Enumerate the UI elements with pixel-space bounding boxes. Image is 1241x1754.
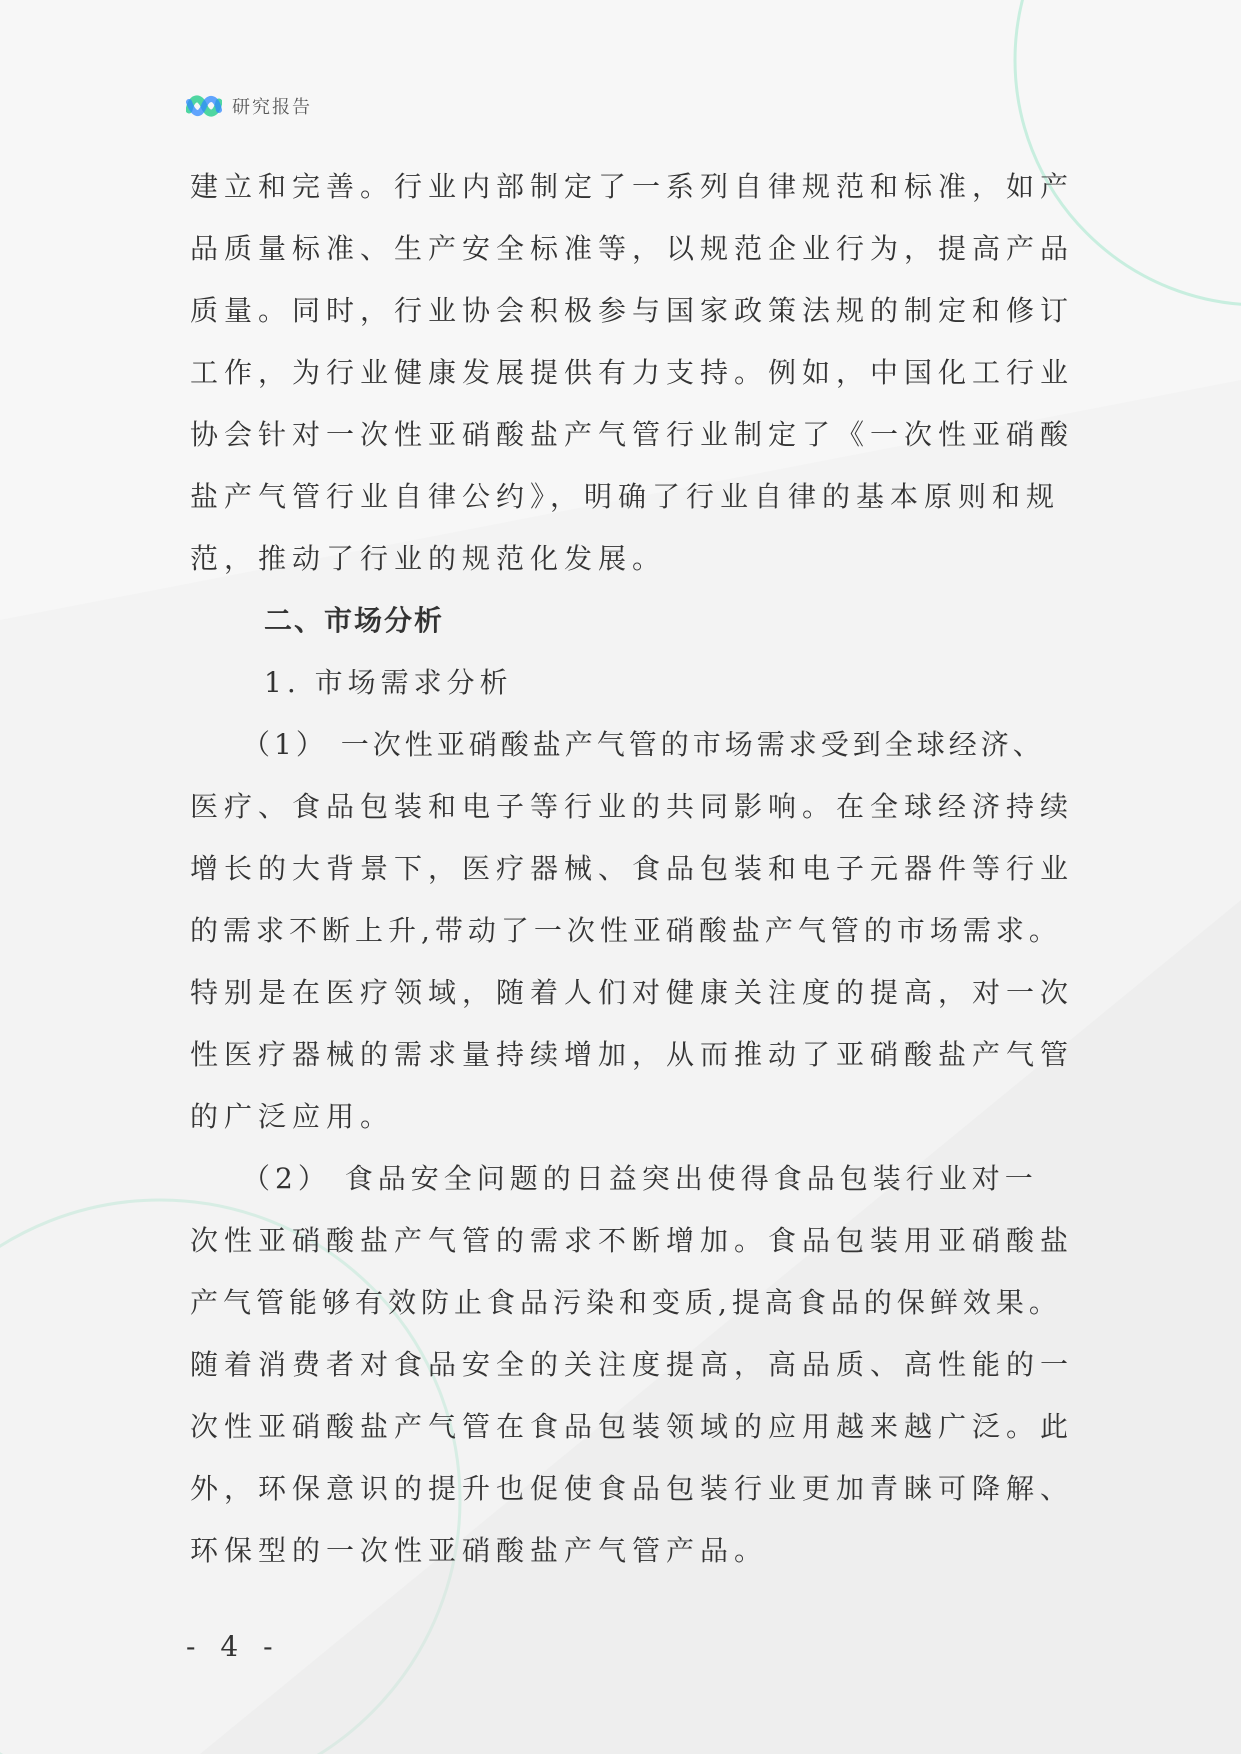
text-line: （1） 一次性亚硝酸盐产气管的市场需求受到全球经济、 (242, 728, 1045, 761)
text-line: 品质量标准、生产安全标准等，以规范企业行为，提高产品 (190, 232, 1075, 265)
text-line: 质量。同时，行业协会积极参与国家政策法规的制定和修订 (190, 294, 1075, 327)
text-line: 的广泛应用。 (190, 1100, 395, 1133)
text-line: （2） 食品安全问题的日益突出使得食品包装行业对一 (242, 1162, 1038, 1195)
page-header (186, 88, 312, 124)
text-line: 随着消费者对食品安全的关注度提高，高品质、高性能的一 (190, 1348, 1075, 1381)
text-line: 医疗、食品包装和电子等行业的共同影响。在全球经济持续 (190, 790, 1075, 823)
text-line: 盐产气管行业自律公约》，明确了行业自律的基本原则和规 (190, 480, 1061, 513)
text-line: 特别是在医疗领域，随着人们对健康关注度的提高，对一次 (190, 976, 1075, 1009)
text-line: 次性亚硝酸盐产气管在食品包装领域的应用越来越广泛。此 (190, 1410, 1075, 1443)
text-line: 次性亚硝酸盐产气管的需求不断增加。食品包装用亚硝酸盐 (190, 1224, 1075, 1257)
header-title: 研究报告 (232, 97, 312, 118)
text-line: 增长的大背景下，医疗器械、食品包装和电子元器件等行业 (190, 852, 1075, 885)
text-line: 建立和完善。行业内部制定了一系列自律规范和标准，如产 (190, 170, 1075, 203)
section-heading: 二、市场分析 (264, 604, 445, 637)
text-line: 产气管能够有效防止食品污染和变质,提高食品的保鲜效果。 (190, 1286, 1062, 1319)
text-line: 性医疗器械的需求量持续增加，从而推动了亚硝酸盐产气管 (190, 1038, 1075, 1071)
subsection-heading: 1. 市场需求分析 (264, 666, 513, 699)
text-line: 范，推动了行业的规范化发展。 (190, 542, 667, 575)
brand-logo-icon (186, 88, 222, 124)
text-line: 环保型的一次性亚硝酸盐产气管产品。 (190, 1534, 769, 1567)
page-number: - 4 - (186, 1630, 281, 1663)
text-line: 外，环保意识的提升也促使食品包装行业更加青睐可降解、 (190, 1472, 1075, 1505)
text-line: 工作，为行业健康发展提供有力支持。例如，中国化工行业 (190, 356, 1075, 389)
text-line: 的需求不断上升,带动了一次性亚硝酸盐产气管的市场需求。 (190, 914, 1062, 947)
body-text (190, 156, 1075, 1582)
text-line: 协会针对一次性亚硝酸盐产气管行业制定了《一次性亚硝酸 (190, 418, 1075, 451)
